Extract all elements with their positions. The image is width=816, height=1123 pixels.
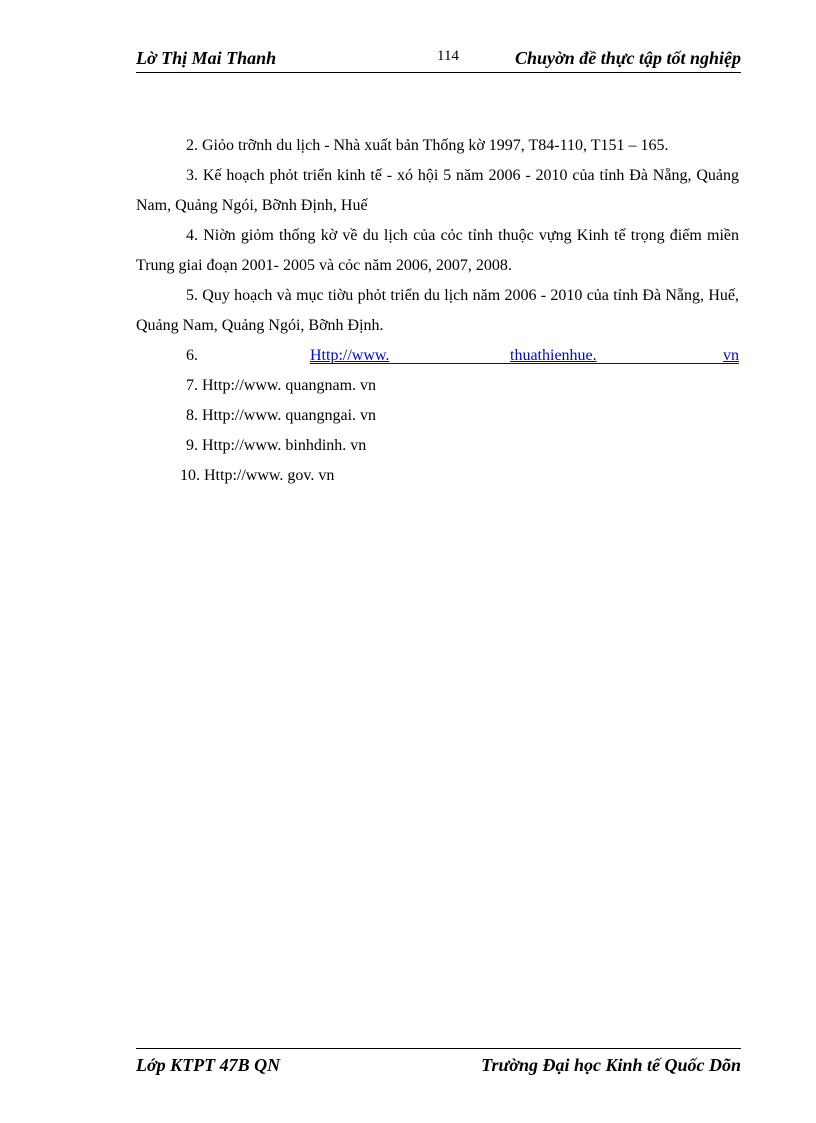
reference-item: 5. Quy hoạch và mục tiờu phỏt triển du lịch năm 2006 - 2010 của tỉnh Đà Nẵng, Huế, Quảng Nam, Quảng Ngói, Bỡnh Định. — [136, 287, 739, 334]
link-part-protocol[interactable]: Http://www. — [310, 347, 390, 364]
footer-class: Lớp KTPT 47B QN — [136, 1055, 281, 1075]
link-part-tld[interactable]: vn — [723, 347, 739, 364]
reference-item: 2. Giỏo trỡnh du lịch - Nhà xuất bản Thống kờ 1997, T84-110, T151 – 165. — [186, 137, 669, 154]
link-item: 8. Http://www. quangngai. vn — [186, 407, 377, 424]
reference-item: 3. Kế hoạch phỏt triển kinh tế - xó hội 5 năm 2006 - 2010 của tỉnh Đà Nẵng, Quảng Nam, Quảng Ngói, Bỡnh Định, Huế — [136, 167, 739, 214]
header-title: Chuyờn đề thực tập tốt nghiệp — [515, 48, 741, 68]
page-header — [136, 44, 741, 73]
reference-number: 6. — [186, 347, 198, 364]
link-part-domain[interactable]: thuathienhue. — [510, 347, 597, 364]
reference-item-6 — [136, 341, 739, 371]
link-item: 9. Http://www. binhdinh. vn — [186, 437, 367, 454]
page-footer — [136, 1048, 741, 1079]
footer-school: Trường Đại học Kinh tế Quốc Dõn — [481, 1055, 741, 1075]
page-number: 114 — [437, 48, 459, 64]
link-item: 10. Http://www. gov. vn — [180, 467, 335, 484]
link-item: 7. Http://www. quangnam. vn — [186, 377, 377, 394]
header-author: Lờ Thị Mai Thanh — [136, 48, 277, 68]
reference-item: 4. Niờn giỏm thống kờ về du lịch của cỏc tỉnh thuộc vựng Kinh tế trọng điểm miền Trung giai đoạn 2001- 2005 và cỏc năm 2006, 2007, 2008. — [136, 227, 739, 274]
reference-list — [136, 131, 739, 491]
